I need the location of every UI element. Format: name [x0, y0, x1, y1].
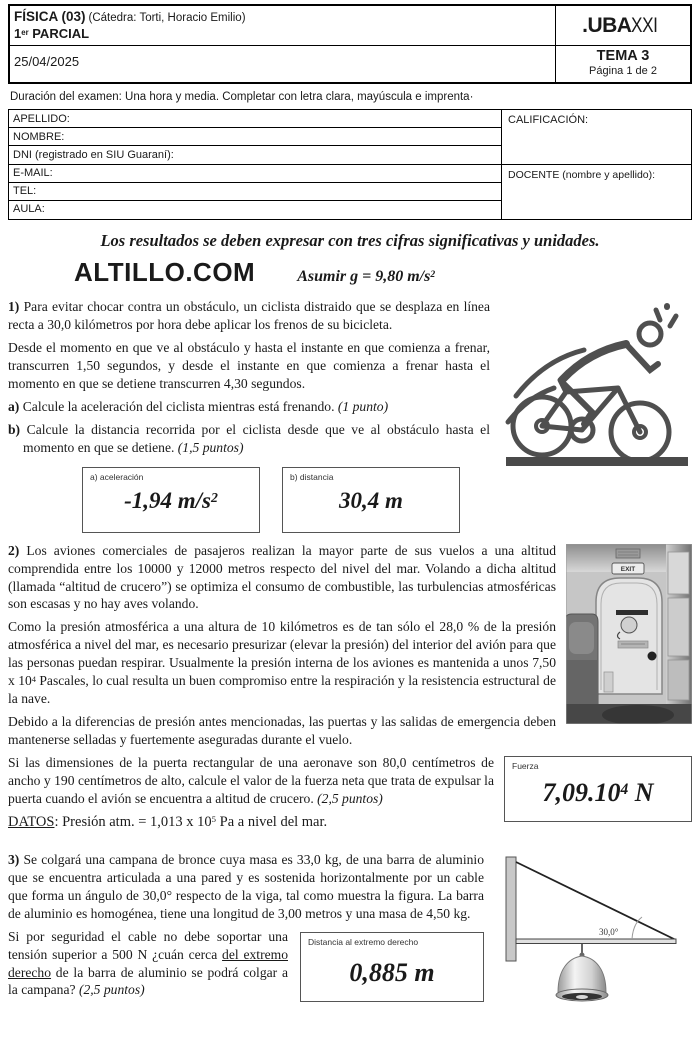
- field-aula: AULA:: [13, 203, 45, 216]
- assume-g-note: Asumir g = 9,80 $m/s^2$: [297, 268, 436, 286]
- answer-box-distancia-extremo: [300, 932, 484, 1002]
- svg-text:EXIT: EXIT: [620, 565, 636, 573]
- answer-label: b) distancia: [290, 471, 334, 482]
- field-email: E-MAIL:: [9, 165, 501, 183]
- field-calificacion: CALIFICACIÓN:: [501, 110, 691, 165]
- student-form-table: [8, 109, 692, 220]
- problem1-paragraph-1: 1) Para evitar chocar contra un obstáculo, un ciclista distraido que se desplaza en línea recta a 30,0 kilómetros por hora debe aplicar los frenos de su bicicleta.: [8, 299, 490, 333]
- airplane-door-photo: [566, 544, 692, 724]
- header-course-cell: [10, 6, 556, 46]
- bar-cable-bell-figure: [492, 851, 692, 1005]
- duration-note: Duración del examen: Una hora y media. Completar con letra clara, mayúscula e imprenta·: [10, 91, 474, 103]
- problem1-item-b: b) Calcule la distancia recorrida por el ciclista desde que ve al obstáculo hasta el momento en que se detiene. (1,5 puntos): [8, 421, 490, 455]
- parcial-title: 1er PARCIAL: [14, 26, 90, 41]
- answer-box-aceleracion: [82, 467, 260, 533]
- svg-text:30,0°: 30,0°: [599, 926, 619, 937]
- answer-label: Distancia al extremo derecho: [308, 936, 419, 947]
- results-instruction: Los resultados se deben expresar con tres cifras significativas y unidades.: [100, 231, 600, 251]
- problem2-datos: DATOS: Presión atm. = 1,013 x $10^5$ Pa a nivel del mar.: [8, 813, 328, 830]
- problem3-paragraph-2: Si por seguridad el cable no debe soportar una tensión superior a 500 N ¿cuán cerca del extremo derecho de la barra de aluminio se podrá colgar a la campana? (2,5 puntos): [8, 928, 288, 998]
- field-dni: DNI (registrado en SIU Guaraní):: [9, 146, 501, 164]
- answer-box-distancia: [282, 467, 460, 533]
- answer-value: 30,4 m: [339, 487, 403, 513]
- problem2-paragraph-1: 2) Los aviones comerciales de pasajeros realizan la mayor parte de sus vuelos a una altitud comprendida entre los 10000 y 12000 metros respecto del nivel del mar. Volando a dicha altitud (llamada “altitud de crucero”) se optimiza el consumo de combustible, las turbulencias atmosféricas son escasas y no hay aves volando.: [8, 542, 556, 612]
- header-logo-cell: [556, 6, 690, 46]
- answer-label: a) aceleración: [90, 471, 144, 482]
- page-number: Página 1 de 2: [589, 65, 657, 77]
- tema-label: TEMA 3: [596, 48, 650, 64]
- problem1-paragraph-2: Desde el momento en que ve al obstáculo y hasta el instante en que comienza a frenar, transcurren 1,50 segundos, y desde el instante en que comienza a frenar hasta el momento en que se detiene transcurren 4,30 segundos.: [8, 340, 490, 391]
- answer-value: -1,94 $m/s^2$: [124, 487, 218, 513]
- problem1-answer-row: [82, 467, 490, 533]
- field-docente: DOCENTE (nombre y apellido):: [501, 165, 691, 220]
- answer-label: Fuerza: [512, 760, 539, 771]
- catedra-label: (Cátedra: Torti, Horacio Emilio): [88, 12, 246, 24]
- problem2-paragraph-4: Si las dimensiones de la puerta rectangular de una aeronave son 80,0 centímetros de ancho y 190 centímetros de alto, calcule el valor de la fuerza neta que trata de expulsar la puerta cuando el avión se encuentra a altitud de crucero. (2,5 puntos): [8, 754, 494, 806]
- answer-value: 7,09.10$^4$ N: [542, 778, 654, 808]
- cyclist-braking-illustration: [500, 300, 692, 468]
- exam-date: 25/04/2025: [10, 46, 556, 82]
- field-tel: TEL:: [9, 183, 501, 201]
- field-nombre: NOMBRE:: [9, 128, 501, 146]
- problem2-paragraph-2: Como la presión atmosférica a una altura de 10 kilómetros es de tan sólo el 28,0 % de la presión atmosférica a nivel del mar, es necesario presurizar (elevar la presión) del interior del avión para que las personas puedan respirar. Usualmente la presión interna de los aviones es mantenida a unos 7,50 x $10^4$ Pascales, lo cual resulta un buen compromiso entre la respiración y la resistencia estructural de la nave.: [8, 619, 556, 707]
- header-table: [8, 4, 692, 84]
- problem-2: [8, 542, 692, 837]
- header-tema-cell: [556, 46, 690, 82]
- altillo-watermark: ALTILLO.COM: [74, 257, 256, 288]
- answer-value: 0,885 m: [349, 957, 435, 987]
- problem3-paragraph-1: 3) Se colgará una campana de bronce cuya masa es 33,0 kg, de una barra de aluminio que se encuentra articulada a una pared y es sostenida horizontalmente por un cable que forma un ángulo de 30,0° respecto de la viga, tal como muestra la figura. La barra de aluminio es homogénea, tiene una longitud de 3,00 metros y una masa de 4,50 kg.: [8, 851, 484, 921]
- problem-3: [8, 851, 692, 1007]
- problem1-item-a: a) Calcule la aceleración del ciclista mientras está frenando. (1 punto): [8, 398, 389, 414]
- ubaxxi-logo: .UBAXXI: [582, 13, 659, 37]
- course-title: FÍSICA (03): [14, 9, 86, 24]
- answer-box-fuerza: [504, 756, 692, 822]
- problem2-paragraph-3: Debido a la diferencias de presión antes mencionadas, las puertas y las salidas de emergencia deben mantenerse selladas y fuertemente aseguradas durante el vuelo.: [8, 714, 556, 747]
- problem-1: [8, 298, 692, 533]
- field-apellido: APELLIDO:: [9, 110, 501, 128]
